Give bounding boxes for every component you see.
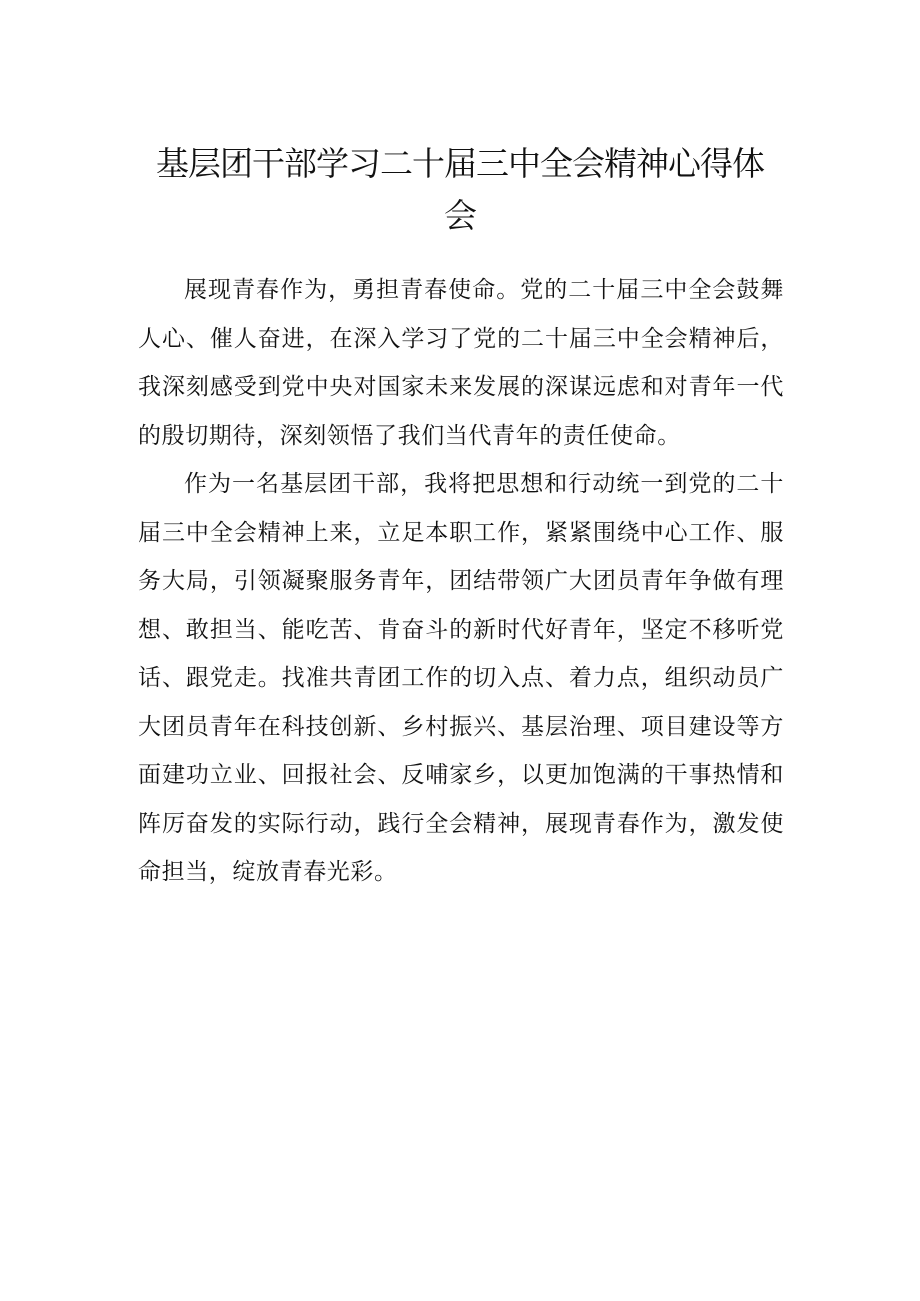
paragraph-2: 作为一名基层团干部，我将把思想和行动统一到党的二十届三中全会精神上来，立足本职工作，紧紧围绕中心工作、服务大局，引领凝聚服务青年，团结带领广大团员青年争做有理想、敢担当、能吃苦、肯奋斗的新时代好青年，坚定不移听党话、跟党走。找准共青团工作的切入点、着力点，组织动员广大团员青年在科技创新、乡村振兴、基层治理、项目建设等方面建功立业、回报社会、反哺家乡，以更加饱满的干事热情和阵厉奋发的实际行动，践行全会精神，展现青春作为，激发使命担当，绽放青春光彩。: [138, 471, 784, 885]
document-body: [138, 266, 784, 897]
document-title: 基层团干部学习二十届三中全会精神心得体会: [156, 144, 764, 235]
paragraph-1: 展现青春作为，勇担青春使命。党的二十届三中全会鼓舞人心、催人奋进，在深入学习了党的二十届三中全会精神后，我深刻感受到党中央对国家未来发展的深谋远虑和对青年一代的殷切期待，深刻领悟了我们当代青年的责任使命。: [138, 277, 784, 449]
